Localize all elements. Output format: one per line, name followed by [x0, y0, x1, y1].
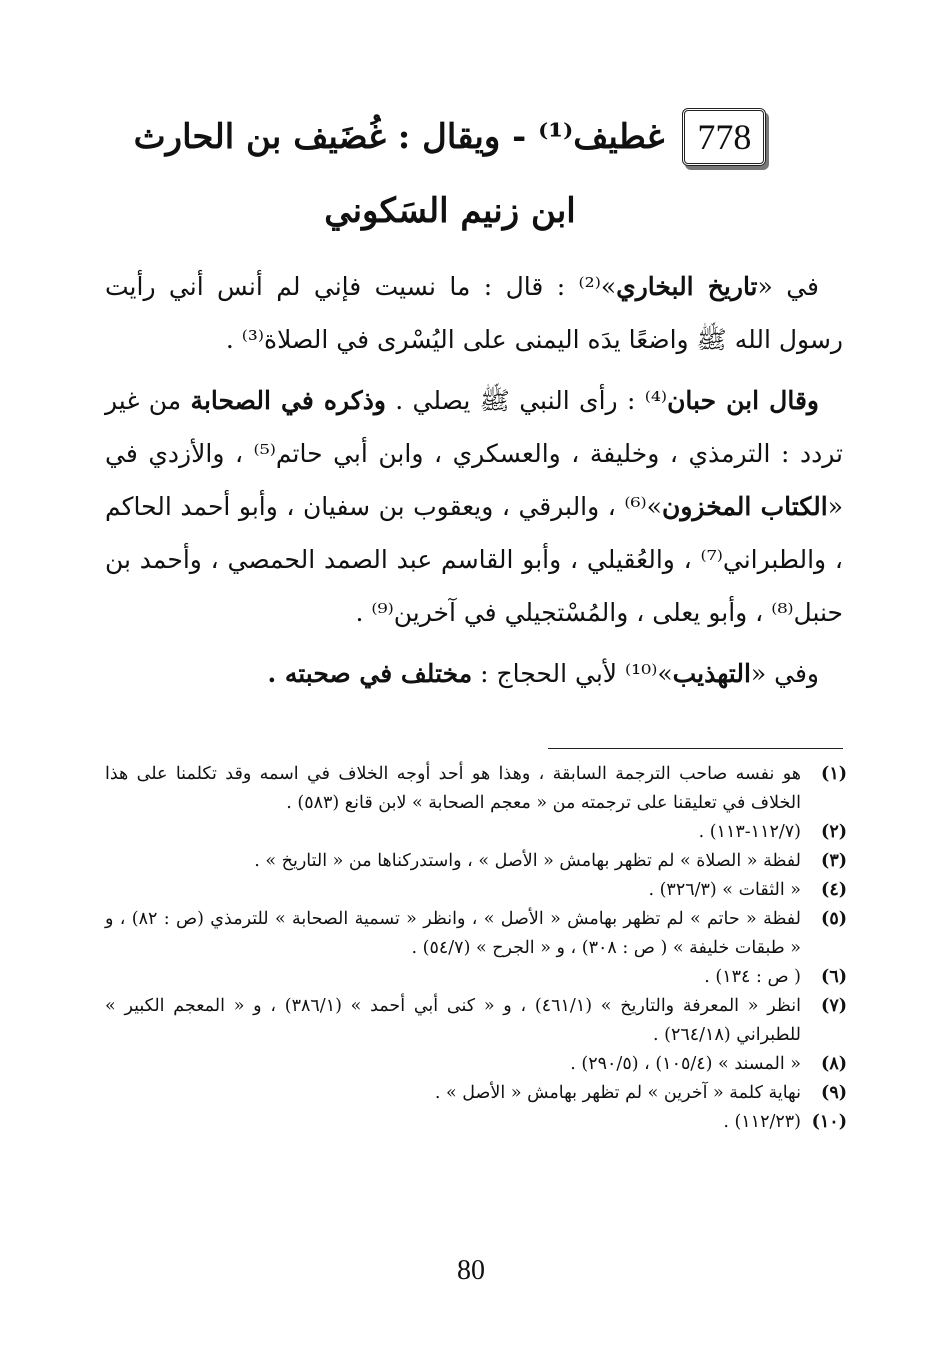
footnote-text: لفظة « الصلاة » لم تظهر بهامش « الأصل » ، واستدركناها من « التاريخ » . [254, 851, 801, 871]
p3-intro: وفي « [750, 659, 819, 688]
footnote-text: انظر « المعرفة والتاريخ » (٤٦١/١) ، و « كنى أبي أحمد » (٣٨٦/١) ، و « المعجم الكبير » للطبراني (٢٦٤/١٨) . [105, 996, 801, 1045]
footnote-number: (٥) [821, 909, 847, 929]
footnote-item [105, 1050, 847, 1079]
footnote-text: « الثقات » (٣٢٦/٣) . [648, 880, 801, 900]
p3-text: »⁽¹⁰⁾ لأبي الحجاج : [472, 659, 673, 688]
p1-text: »⁽²⁾ : قال : ما نسيت فإني لم أنس أني رأيت رسول الله ﷺ واضعًا يدَه اليمنى على اليُسْرى في الصلاة⁽³⁾ . [105, 272, 843, 354]
paragraph-tahdhib [105, 647, 843, 700]
p3-source-title: التهذيب [672, 659, 751, 688]
footnote-number: (٩) [821, 1083, 847, 1103]
p1-intro: في « [757, 272, 820, 301]
p2-lead: وقال ابن حبان [667, 386, 819, 415]
footnote-number: (٨) [821, 1054, 847, 1074]
main-text [105, 260, 843, 708]
footnote-item [105, 1079, 847, 1108]
footnote-divider [548, 748, 843, 749]
footnote-text: (١١٢/٧-١١٣) . [698, 822, 801, 842]
paragraph-bukhari [105, 260, 843, 366]
footnote-number: (١) [821, 764, 847, 784]
footnote-number: (١٠) [811, 1112, 847, 1132]
p2-book-title: الكتاب المخزون [661, 492, 828, 521]
entry-title: غطيف⁽¹⁾ - ويقال : غُضَيف بن الحارث [133, 117, 665, 157]
page-number: 80 [457, 1255, 485, 1286]
p2-emphasis: وذكره في الصحابة [190, 386, 386, 415]
footnote-number: (٢) [821, 822, 847, 842]
footnote-item [105, 1108, 847, 1137]
footnote-number: (٧) [821, 996, 847, 1016]
footnote-text: هو نفسه صاحب الترجمة السابقة ، وهذا هو أحد أوجه الخلاف في اسمه وقد تكلمنا على هذا الخلاف في تعليقنا على ترجمته من « معجم الصحابة » لابن قانع (٥٨٣) . [105, 764, 801, 813]
footnote-item [105, 818, 847, 847]
footnote-item [105, 963, 847, 992]
entry-heading [130, 108, 770, 234]
footnote-item [105, 847, 847, 876]
footnote-text: « المسند » (١٠٥/٤) ، (٢٩٠/٥) . [570, 1054, 801, 1074]
footnote-text: لفظة « حاتم » لم تظهر بهامش « الأصل » ، وانظر « تسمية الصحابة » للترمذي (ص : ٨٢) ، و « طبقات خليفة » ( ص : ٣٠٨) ، و « الجرح » (٥٤/٧) . [105, 909, 801, 958]
footnote-number: (٣) [821, 851, 847, 871]
p2-text2: من غير تردد : الترمذي ، وخليفة ، والعسكري ، وابن أبي حاتم⁽⁵⁾ ، والأزدي في « [105, 386, 844, 521]
p3-verdict: مختلف في صحبته . [267, 659, 473, 688]
footnote-number: (٤) [821, 880, 847, 900]
footnote-item [105, 760, 847, 818]
entry-title-continuation: ابن زنيم السَكوني [324, 191, 576, 231]
footnote-text: نهاية كلمة « آخرين » لم تظهر بهامش « الأصل » . [434, 1083, 801, 1103]
paragraph-ibn-hibban [105, 374, 843, 639]
p2-text1: ⁽⁴⁾ : رأى النبي ﷺ يصلي . [385, 386, 668, 415]
footnotes [105, 760, 847, 1137]
title-row [130, 108, 770, 166]
footnote-number: (٦) [821, 967, 847, 987]
p2-text3: »⁽⁶⁾ ، والبرقي ، ويعقوب بن سفيان ، وأبو أحمد الحاكم ، والطبراني⁽⁷⁾ ، والعُقيلي ، وأبو القاسم عبد الصمد الحمصي ، وأحمد بن حنبل⁽⁸⁾ ، وأبو يعلى ، والمُسْتجيلي في آخرين⁽⁹⁾ . [105, 492, 843, 627]
entry-number-box: 778 [682, 108, 766, 166]
footnote-text: (١١٢/٢٣) . [723, 1112, 801, 1132]
footnote-item [105, 876, 847, 905]
footnote-item [105, 905, 847, 963]
footnote-item [105, 992, 847, 1050]
p1-source-title: تاريخ البخاري [616, 272, 758, 301]
footnote-text: ( ص : ١٣٤) . [704, 967, 801, 987]
